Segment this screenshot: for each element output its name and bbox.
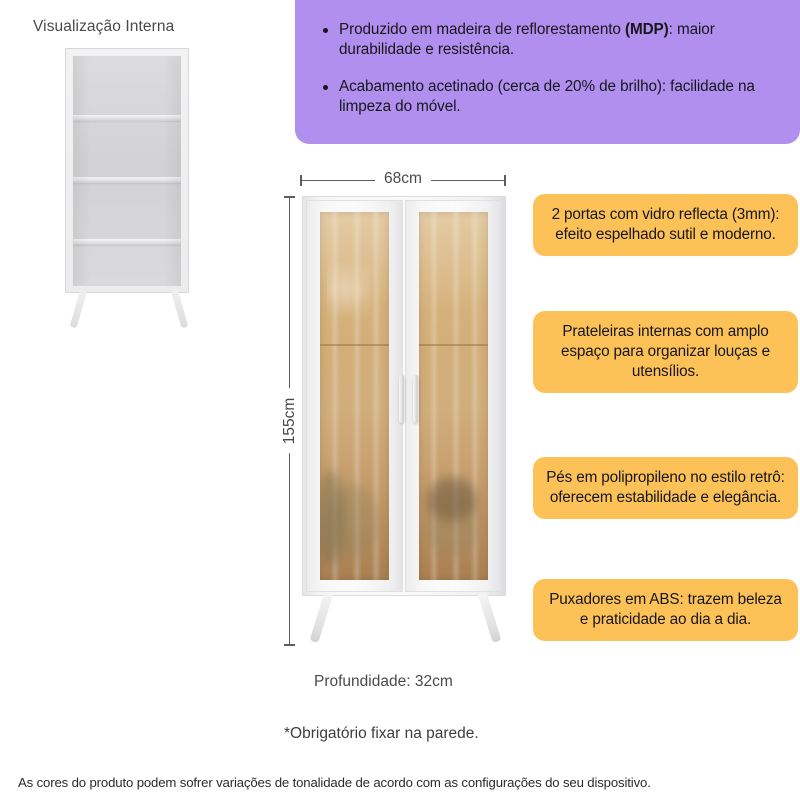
feature-callout: 2 portas com vidro reflecta (3mm): efeito espelhado sutil e moderno. bbox=[533, 194, 798, 256]
highlight-bullet-text: Acabamento acetinado (cerca de 20% de brilho): facilidade na limpeza do móvel. bbox=[339, 77, 755, 116]
height-dimension bbox=[282, 196, 298, 646]
cabinet-leg-left bbox=[310, 593, 333, 643]
cabinet-leg-right bbox=[478, 593, 501, 643]
highlight-bullet bbox=[323, 20, 774, 61]
height-dimension-cap-top bbox=[284, 196, 295, 198]
highlight-bullet bbox=[323, 77, 774, 118]
purple-highlight-panel bbox=[295, 0, 800, 144]
shelf-board-2 bbox=[73, 177, 181, 183]
shelf-board-3 bbox=[73, 239, 181, 245]
cabinet-door-right bbox=[405, 200, 502, 592]
shelf-interior bbox=[73, 56, 181, 286]
cabinet-door-left bbox=[306, 200, 403, 592]
highlight-bullet-text bbox=[339, 20, 774, 61]
highlight-text-before: Produzido em madeira de reflorestamento bbox=[339, 21, 625, 38]
width-dimension bbox=[300, 172, 506, 190]
cabinet-handle-left bbox=[399, 375, 405, 423]
feature-callout: Pés em polipropileno no estilo retrô: oferecem estabilidade e elegância. bbox=[533, 457, 798, 519]
shelf-board-1 bbox=[73, 115, 181, 121]
glass-panel-left bbox=[320, 212, 389, 580]
feature-callout: Prateleiras internas com amplo espaço para organizar louças e utensílios. bbox=[533, 311, 798, 393]
width-dimension-cap-left bbox=[300, 175, 302, 186]
glass-panel-right bbox=[419, 212, 488, 580]
cabinet-handle-right bbox=[413, 375, 419, 423]
bullet-dot-icon bbox=[323, 85, 328, 90]
depth-caption: Profundidade: 32cm bbox=[314, 673, 453, 690]
shadow-reflection bbox=[427, 477, 477, 521]
highlight-text-bold: (MDP) bbox=[624, 21, 669, 38]
wall-fixing-note: *Obrigatório fixar na parede. bbox=[284, 725, 479, 742]
shelf-leg-left bbox=[70, 290, 87, 328]
width-dimension-cap-right bbox=[504, 175, 506, 186]
height-dimension-cap-bottom bbox=[284, 644, 295, 646]
highlight-text-after: : maior durabilidade e resistência. bbox=[339, 21, 715, 59]
bullet-dot-icon bbox=[323, 28, 328, 33]
glassware-reflection bbox=[327, 241, 371, 322]
internal-shelf-illustration bbox=[55, 48, 203, 338]
height-dimension-label: 155cm bbox=[281, 389, 299, 454]
shelf-carcass bbox=[65, 48, 189, 293]
cabinet-illustration bbox=[298, 196, 510, 648]
feature-callout: Puxadores em ABS: trazem beleza e praticidade ao dia a dia. bbox=[533, 579, 798, 641]
shelf-leg-right bbox=[171, 290, 188, 328]
internal-view-title: Visualização Interna bbox=[33, 18, 175, 35]
cabinet-body bbox=[302, 196, 506, 596]
color-disclaimer: As cores do produto podem sofrer variações de tonalidade de acordo com as configurações do seu dispositivo. bbox=[18, 775, 651, 790]
width-dimension-label: 68cm bbox=[375, 170, 431, 188]
